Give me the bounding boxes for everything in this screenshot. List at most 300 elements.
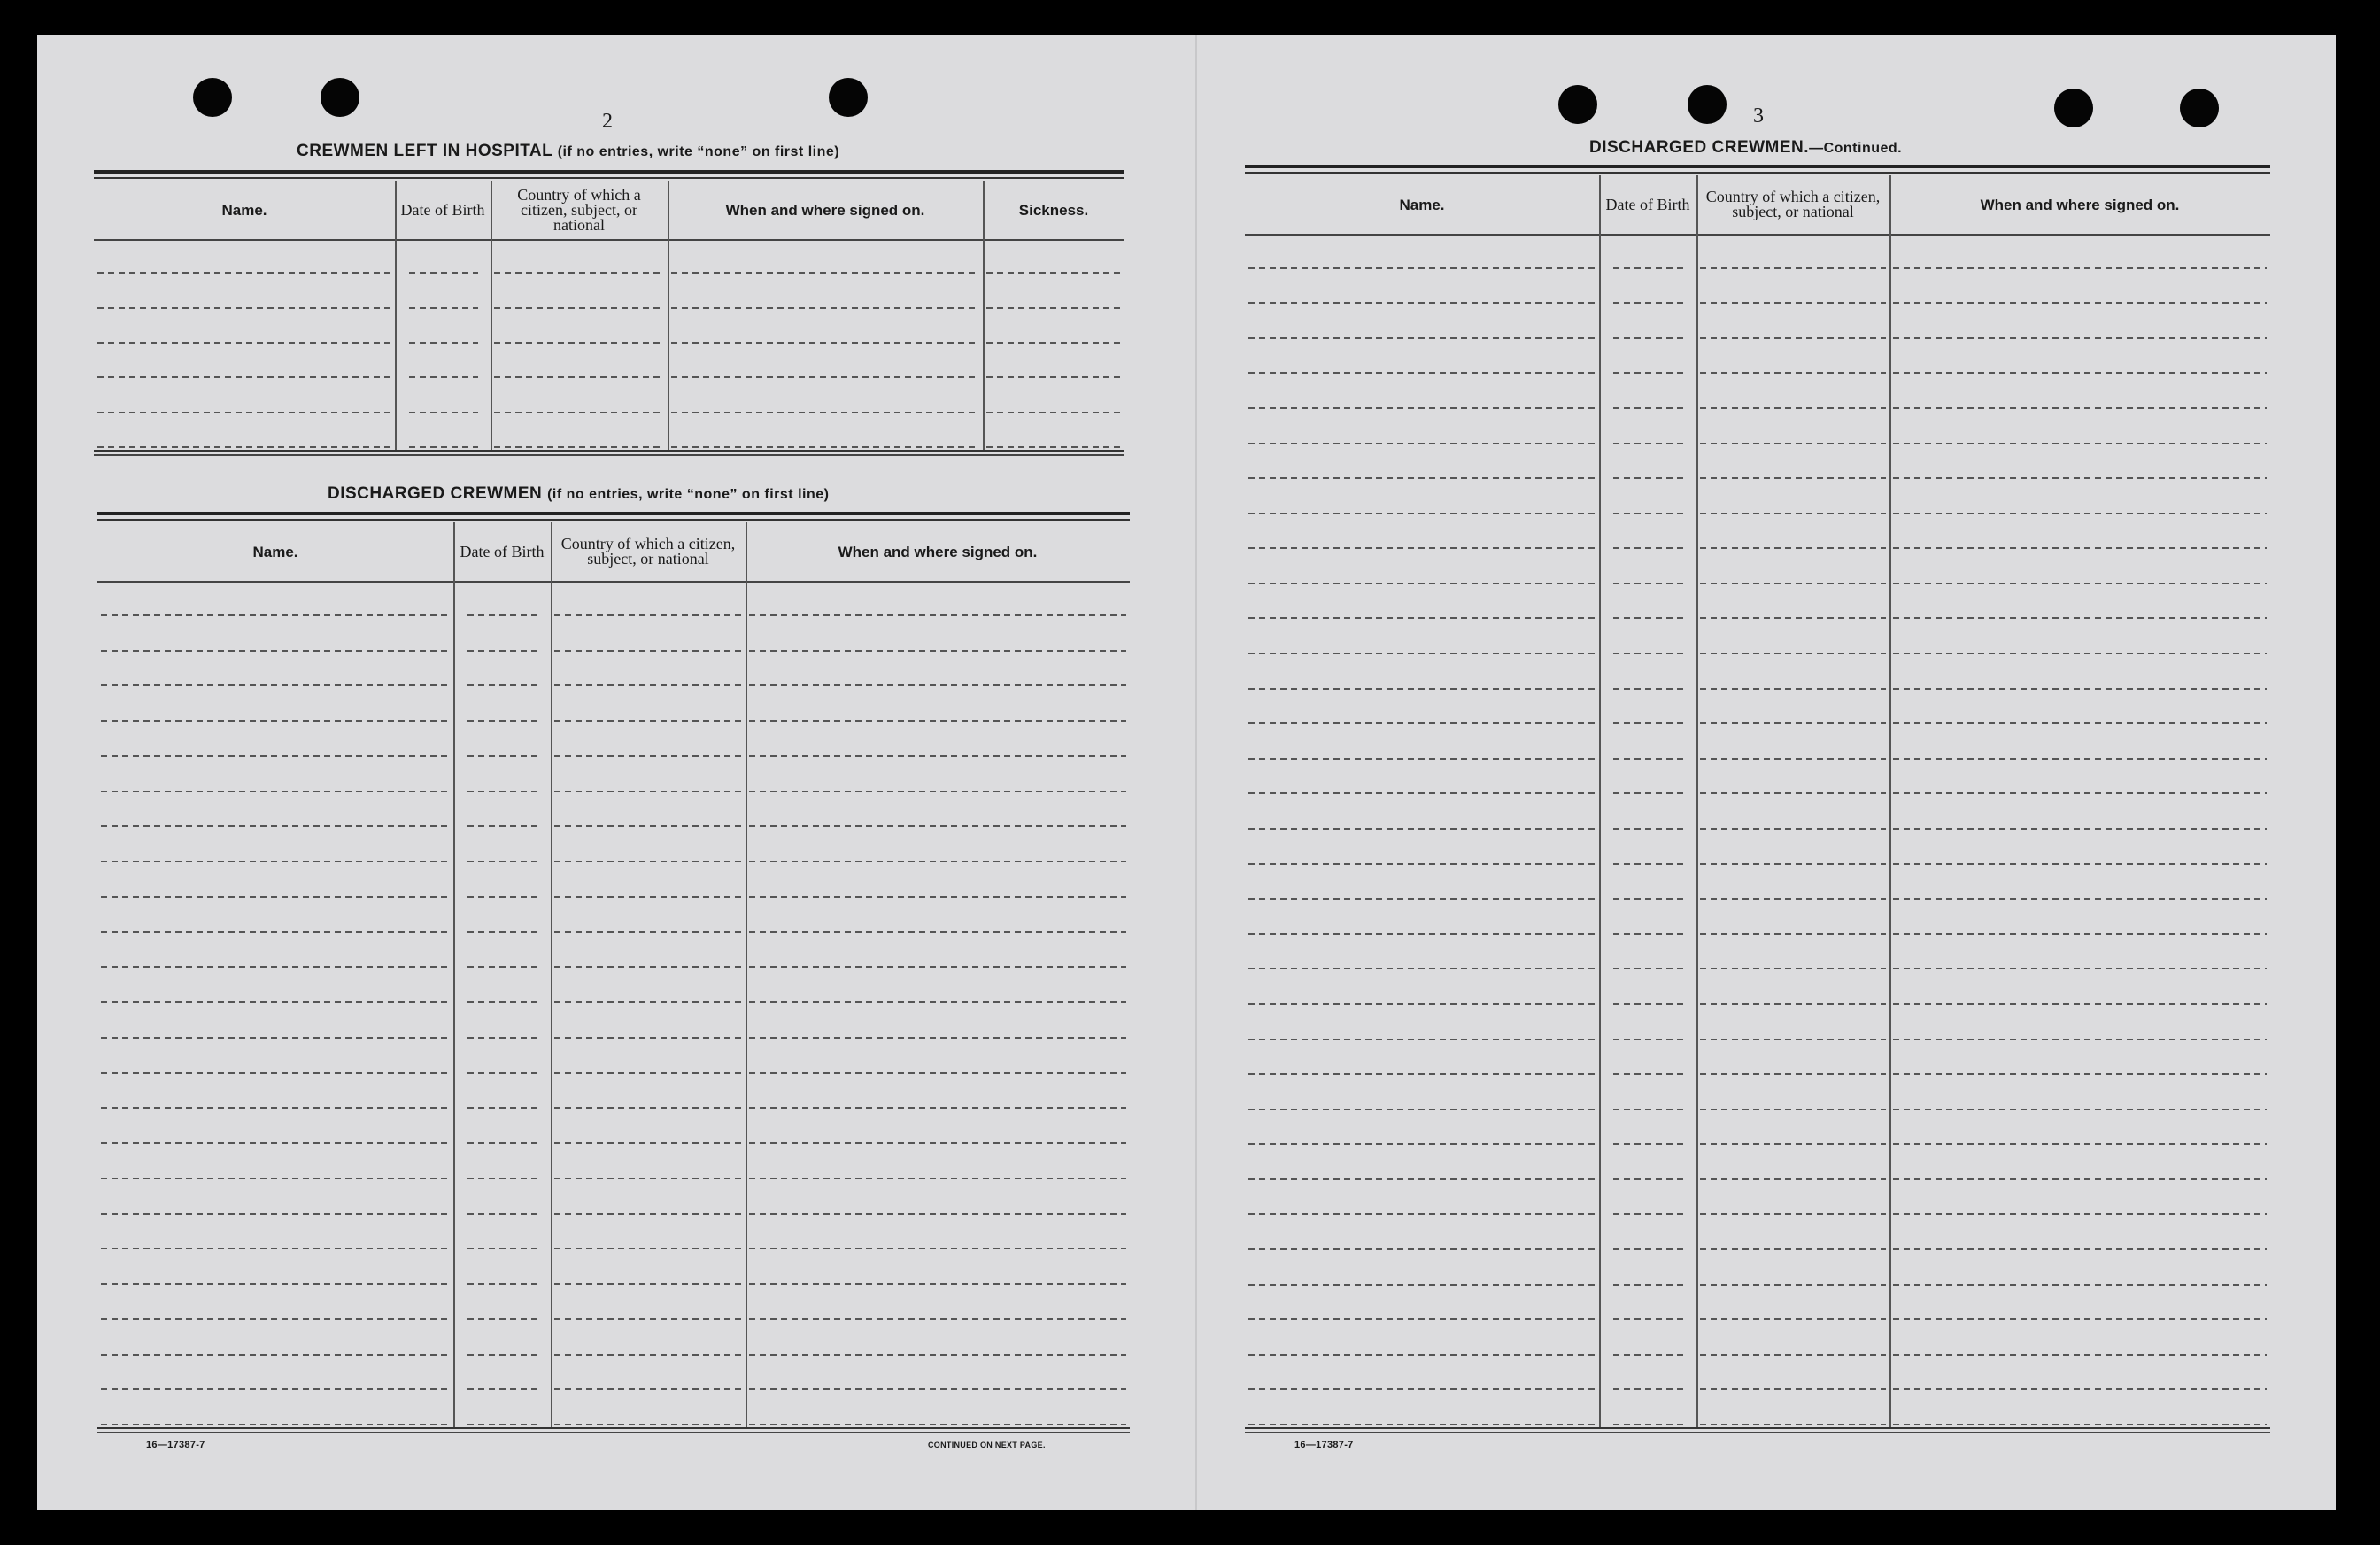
table-row-line [749,1037,1126,1039]
punch-hole [2180,89,2219,127]
column-header-name: Name. [252,543,298,560]
table-row-line [1893,1213,2267,1215]
table-row-line [1893,688,2267,690]
table-row-line [494,376,664,378]
column-divider [668,181,669,450]
table-row-line [1700,1143,1886,1145]
table-top-rule [1245,165,2270,168]
table-row-line [101,1037,450,1039]
table-row-line [1613,1039,1684,1040]
table-row-line [1893,1354,2267,1356]
table-row-line [1248,407,1596,409]
column-header-signed-on: When and where signed on. [1980,196,2180,213]
table-row-line [1613,688,1684,690]
table-row-line [97,307,391,309]
table-row-line [749,1283,1126,1285]
table-row-line [671,272,979,274]
table-row-line [554,861,742,862]
table-row-line [1248,653,1596,654]
table-row-line [1893,583,2267,584]
table-row-line [1248,1213,1596,1215]
table-row-line [1893,968,2267,969]
table-row-line [1700,513,1886,514]
table-row-line [1248,758,1596,760]
table-row-line [468,1248,538,1249]
table-row-line [1248,1003,1596,1005]
table-bottom-rule [97,1432,1130,1433]
table-row-line [1700,933,1886,935]
table-row-line [1700,688,1886,690]
table-row-line [1893,1388,2267,1390]
table-row-line [1248,372,1596,374]
table-top-rule [97,519,1130,521]
table-row-line [468,931,538,933]
hospital-title-text: CREWMEN LEFT IN HOSPITAL [297,142,552,160]
table-row-line [1248,1388,1596,1390]
table-row-line [468,861,538,862]
table-row-line [1613,1284,1684,1286]
table-row-line [1700,1318,1886,1320]
table-row-line [468,720,538,722]
table-row-line [749,791,1126,792]
table-row-line [554,1424,742,1425]
continued-note: CONTINUED ON NEXT PAGE. [928,1441,1046,1449]
table-row-line [468,614,538,616]
table-row-line [468,1001,538,1003]
table-row-line [101,1107,450,1109]
table-row-line [749,966,1126,968]
table-row-line [101,791,450,792]
table-row-line [1893,443,2267,444]
table-row-line [1248,1039,1596,1040]
table-row-line [1613,1424,1684,1425]
table-row-line [101,614,450,616]
table-row-line [1700,722,1886,724]
table-row-line [749,1248,1126,1249]
table-row-line [101,1178,450,1179]
table-row-line [1700,1109,1886,1110]
table-row-line [101,1388,450,1390]
table-row-line [1248,267,1596,269]
table-row-line [1613,1003,1684,1005]
table-row-line [1613,513,1684,514]
table-row-line [468,825,538,827]
table-row-line [1613,933,1684,935]
table-row-line [749,825,1126,827]
table-row-line [1893,1143,2267,1145]
table-row-line [468,1388,538,1390]
table-row-line [468,755,538,757]
table-row-line [494,307,664,309]
table-row-line [1613,1354,1684,1356]
column-header-country: Country of which a citizen, subject, or national [517,185,641,234]
table-top-rule [97,512,1130,515]
table-row-line [468,1072,538,1074]
table-row-line [749,1001,1126,1003]
column-header-sickness: Sickness. [1018,201,1089,219]
table-row-line [1700,1284,1886,1286]
table-row-line [409,342,478,344]
column-header-signed-on: When and where signed on. [838,543,1038,560]
table-row-line [554,931,742,933]
table-row-line [749,755,1126,757]
table-row-line [101,755,450,757]
table-row-line [1613,372,1684,374]
table-row-line [101,861,450,862]
page-fold [1195,35,1197,1510]
column-header-name: Name. [221,201,267,219]
table-row-line [1893,477,2267,479]
table-row-line [101,825,450,827]
table-row-line [671,342,979,344]
table-bottom-rule [1245,1427,2270,1429]
table-top-rule [94,177,1124,179]
table-row-line [1248,443,1596,444]
table-row-line [554,1107,742,1109]
hospital-table [94,170,1124,457]
hospital-title-note: (if no entries, write “none” on first line) [557,144,840,159]
table-row-line [97,446,391,448]
table-row-line [409,412,478,413]
form-number: 16—17387-7 [146,1440,205,1450]
table-row-line [97,376,391,378]
table-row-line [468,896,538,898]
table-row-line [749,1178,1126,1179]
table-row-line [554,684,742,686]
table-row-line [1613,1073,1684,1075]
table-row-line [1700,1388,1886,1390]
table-bottom-rule [97,1427,1130,1429]
table-row-line [1700,1178,1886,1180]
table-row-line [1613,267,1684,269]
table-row-line [554,896,742,898]
table-row-line [749,1142,1126,1144]
punch-hole [1558,85,1597,124]
table-row-line [554,1178,742,1179]
table-row-line [1700,1248,1886,1250]
table-row-line [409,307,478,309]
table-row-line [1700,898,1886,900]
table-row-line [554,1001,742,1003]
table-row-line [554,650,742,652]
table-row-line [468,791,538,792]
table-row-line [1613,477,1684,479]
punch-hole [321,78,359,117]
table-row-line [554,791,742,792]
table-row-line [468,1142,538,1144]
table-row-line [1700,792,1886,794]
discharged-continued-suffix: —Continued. [1809,141,1903,156]
table-row-line [1613,617,1684,619]
table-row-line [409,376,478,378]
table-row-line [554,1248,742,1249]
table-row-line [1700,968,1886,969]
table-row-line [1893,758,2267,760]
column-header-date-of-birth: Date of Birth [460,542,545,560]
table-row-line [101,1001,450,1003]
table-row-line [1248,337,1596,339]
table-row-line [1613,898,1684,900]
discharged-title-note: (if no entries, write “none” on first line) [547,487,830,502]
table-row-line [409,446,478,448]
table-row-line [1613,443,1684,444]
table-row-line [554,1072,742,1074]
table-row-line [1893,1109,2267,1110]
table-row-line [101,1248,450,1249]
table-row-line [1613,337,1684,339]
table-row-line [1248,1073,1596,1075]
form-number: 16—17387-7 [1294,1440,1354,1450]
table-row-line [1893,302,2267,304]
table-row-line [468,1037,538,1039]
table-row-line [554,1283,742,1285]
column-header-signed-on: When and where signed on. [725,201,925,219]
table-row-line [409,272,478,274]
table-row-line [1893,653,2267,654]
table-row-line [671,446,979,448]
table-row-line [1893,898,2267,900]
table-row-line [1613,1143,1684,1145]
table-row-line [986,412,1121,413]
table-row-line [468,684,538,686]
table-row-line [554,720,742,722]
table-bottom-rule [1245,1432,2270,1433]
table-row-line [1893,1003,2267,1005]
table-row-line [1248,1424,1596,1425]
table-row-line [1893,863,2267,865]
table-row-line [1700,302,1886,304]
punch-hole [1688,85,1727,124]
table-row-line [1248,722,1596,724]
table-row-line [986,446,1121,448]
column-divider [453,522,455,1427]
table-row-line [1248,792,1596,794]
table-row-line [986,376,1121,378]
table-row-line [1613,1213,1684,1215]
table-row-line [749,861,1126,862]
table-row-line [101,1424,450,1425]
table-row-line [1700,1003,1886,1005]
table-row-line [554,1388,742,1390]
table-bottom-rule [94,450,1124,452]
table-row-line [554,1213,742,1215]
table-row-line [1700,863,1886,865]
table-row-line [1893,1284,2267,1286]
table-row-line [1700,1073,1886,1075]
table-row-line [1613,583,1684,584]
table-row-line [1893,828,2267,830]
table-row-line [1248,968,1596,969]
column-header-date-of-birth: Date of Birth [1605,195,1690,213]
punch-hole [2054,89,2093,127]
column-header-date-of-birth: Date of Birth [400,200,485,219]
table-row-line [1248,1284,1596,1286]
table-row-line [1893,1073,2267,1075]
table-row-line [101,931,450,933]
table-row-line [494,412,664,413]
table-row-line [1248,302,1596,304]
table-row-line [1893,372,2267,374]
table-row-line [1613,758,1684,760]
table-row-line [749,614,1126,616]
table-row-line [1700,443,1886,444]
table-row-line [1613,407,1684,409]
table-bottom-rule [94,454,1124,456]
table-row-line [1613,722,1684,724]
discharged-section-title [328,484,829,504]
table-row-line [494,446,664,448]
table-row-line [749,1354,1126,1356]
table-row-line [101,896,450,898]
table-row-line [1613,968,1684,969]
table-row-line [1893,267,2267,269]
discharged-continued-title-text: DISCHARGED CREWMEN. [1589,138,1810,157]
table-top-rule [94,170,1124,174]
table-row-line [1700,267,1886,269]
table-row-line [1248,1354,1596,1356]
table-row-line [749,650,1126,652]
table-row-line [1700,583,1886,584]
table-row-line [986,272,1121,274]
table-row-line [749,931,1126,933]
table-row-line [1248,513,1596,514]
table-row-line [101,684,450,686]
table-row-line [1893,337,2267,339]
column-divider [1599,175,1601,1427]
table-row-line [1613,653,1684,654]
table-row-line [468,1107,538,1109]
table-row-line [986,307,1121,309]
table-row-line [1893,722,2267,724]
punch-hole [829,78,868,117]
table-row-line [554,614,742,616]
column-divider [491,181,492,450]
table-row-line [1248,1109,1596,1110]
column-divider [1889,175,1891,1427]
table-row-line [1613,1318,1684,1320]
table-row-line [101,1072,450,1074]
table-row-line [1248,477,1596,479]
page-number: 3 [1753,104,1764,127]
table-row-line [554,755,742,757]
table-row-line [1613,302,1684,304]
table-row-line [1613,1388,1684,1390]
table-row-line [671,376,979,378]
table-row-line [468,1178,538,1179]
table-row-line [1700,372,1886,374]
table-row-line [1248,1143,1596,1145]
table-row-line [101,1354,450,1356]
table-row-line [1700,407,1886,409]
table-row-line [468,1424,538,1425]
table-row-line [468,650,538,652]
table-row-line [1700,653,1886,654]
table-row-line [468,1318,538,1320]
table-row-line [1700,477,1886,479]
table-row-line [1248,688,1596,690]
column-divider [551,522,552,1427]
column-header-name: Name. [1399,196,1445,213]
table-row-line [1893,617,2267,619]
table-row-line [97,412,391,413]
table-row-line [1893,1178,2267,1180]
table-row-line [554,1318,742,1320]
table-row-line [1893,1248,2267,1250]
table-row-line [1700,1213,1886,1215]
table-header-rule [97,581,1130,583]
table-row-line [1248,898,1596,900]
table-row-line [1613,1248,1684,1250]
table-row-line [749,1072,1126,1074]
table-row-line [671,412,979,413]
table-row-line [1700,547,1886,549]
table-row-line [1248,933,1596,935]
table-row-line [468,1213,538,1215]
table-row-line [749,1318,1126,1320]
hospital-section-title [297,142,839,161]
table-row-line [97,342,391,344]
column-header-country: Country of which a citizen, subject, or national [560,535,736,568]
table-row-line [554,966,742,968]
table-row-line [468,966,538,968]
table-row-line [101,1283,450,1285]
table-row-line [1613,1109,1684,1110]
table-row-line [1893,933,2267,935]
table-row-line [749,1107,1126,1109]
table-row-line [749,1388,1126,1390]
table-row-line [1700,828,1886,830]
table-row-line [554,1037,742,1039]
table-row-line [1248,1248,1596,1250]
column-divider [746,522,747,1427]
table-row-line [1613,828,1684,830]
table-row-line [749,1424,1126,1425]
column-divider [983,181,985,450]
table-row-line [101,1213,450,1215]
column-divider [1696,175,1698,1427]
table-row-line [749,684,1126,686]
table-row-line [101,720,450,722]
table-row-line [554,1354,742,1356]
table-row-line [494,272,664,274]
table-row-line [671,307,979,309]
table-row-line [1893,1039,2267,1040]
table-row-line [1613,547,1684,549]
table-row-line [97,272,391,274]
table-row-line [1248,863,1596,865]
table-row-line [101,1318,450,1320]
table-row-line [1613,863,1684,865]
table-row-line [1700,617,1886,619]
table-row-line [1893,407,2267,409]
table-row-line [1893,1318,2267,1320]
table-row-line [1613,1178,1684,1180]
table-row-line [1700,1424,1886,1425]
table-row-line [101,1142,450,1144]
table-row-line [1700,1354,1886,1356]
table-row-line [468,1354,538,1356]
column-header-country: Country of which a citizen, subject, or national [1705,188,1881,220]
table-header-rule [1245,234,2270,236]
table-row-line [1893,1424,2267,1425]
table-row-line [1700,337,1886,339]
table-row-line [1893,792,2267,794]
table-row-line [468,1283,538,1285]
table-row-line [1248,1318,1596,1320]
discharged-table [97,512,1130,1434]
table-row-line [749,896,1126,898]
table-row-line [1248,547,1596,549]
